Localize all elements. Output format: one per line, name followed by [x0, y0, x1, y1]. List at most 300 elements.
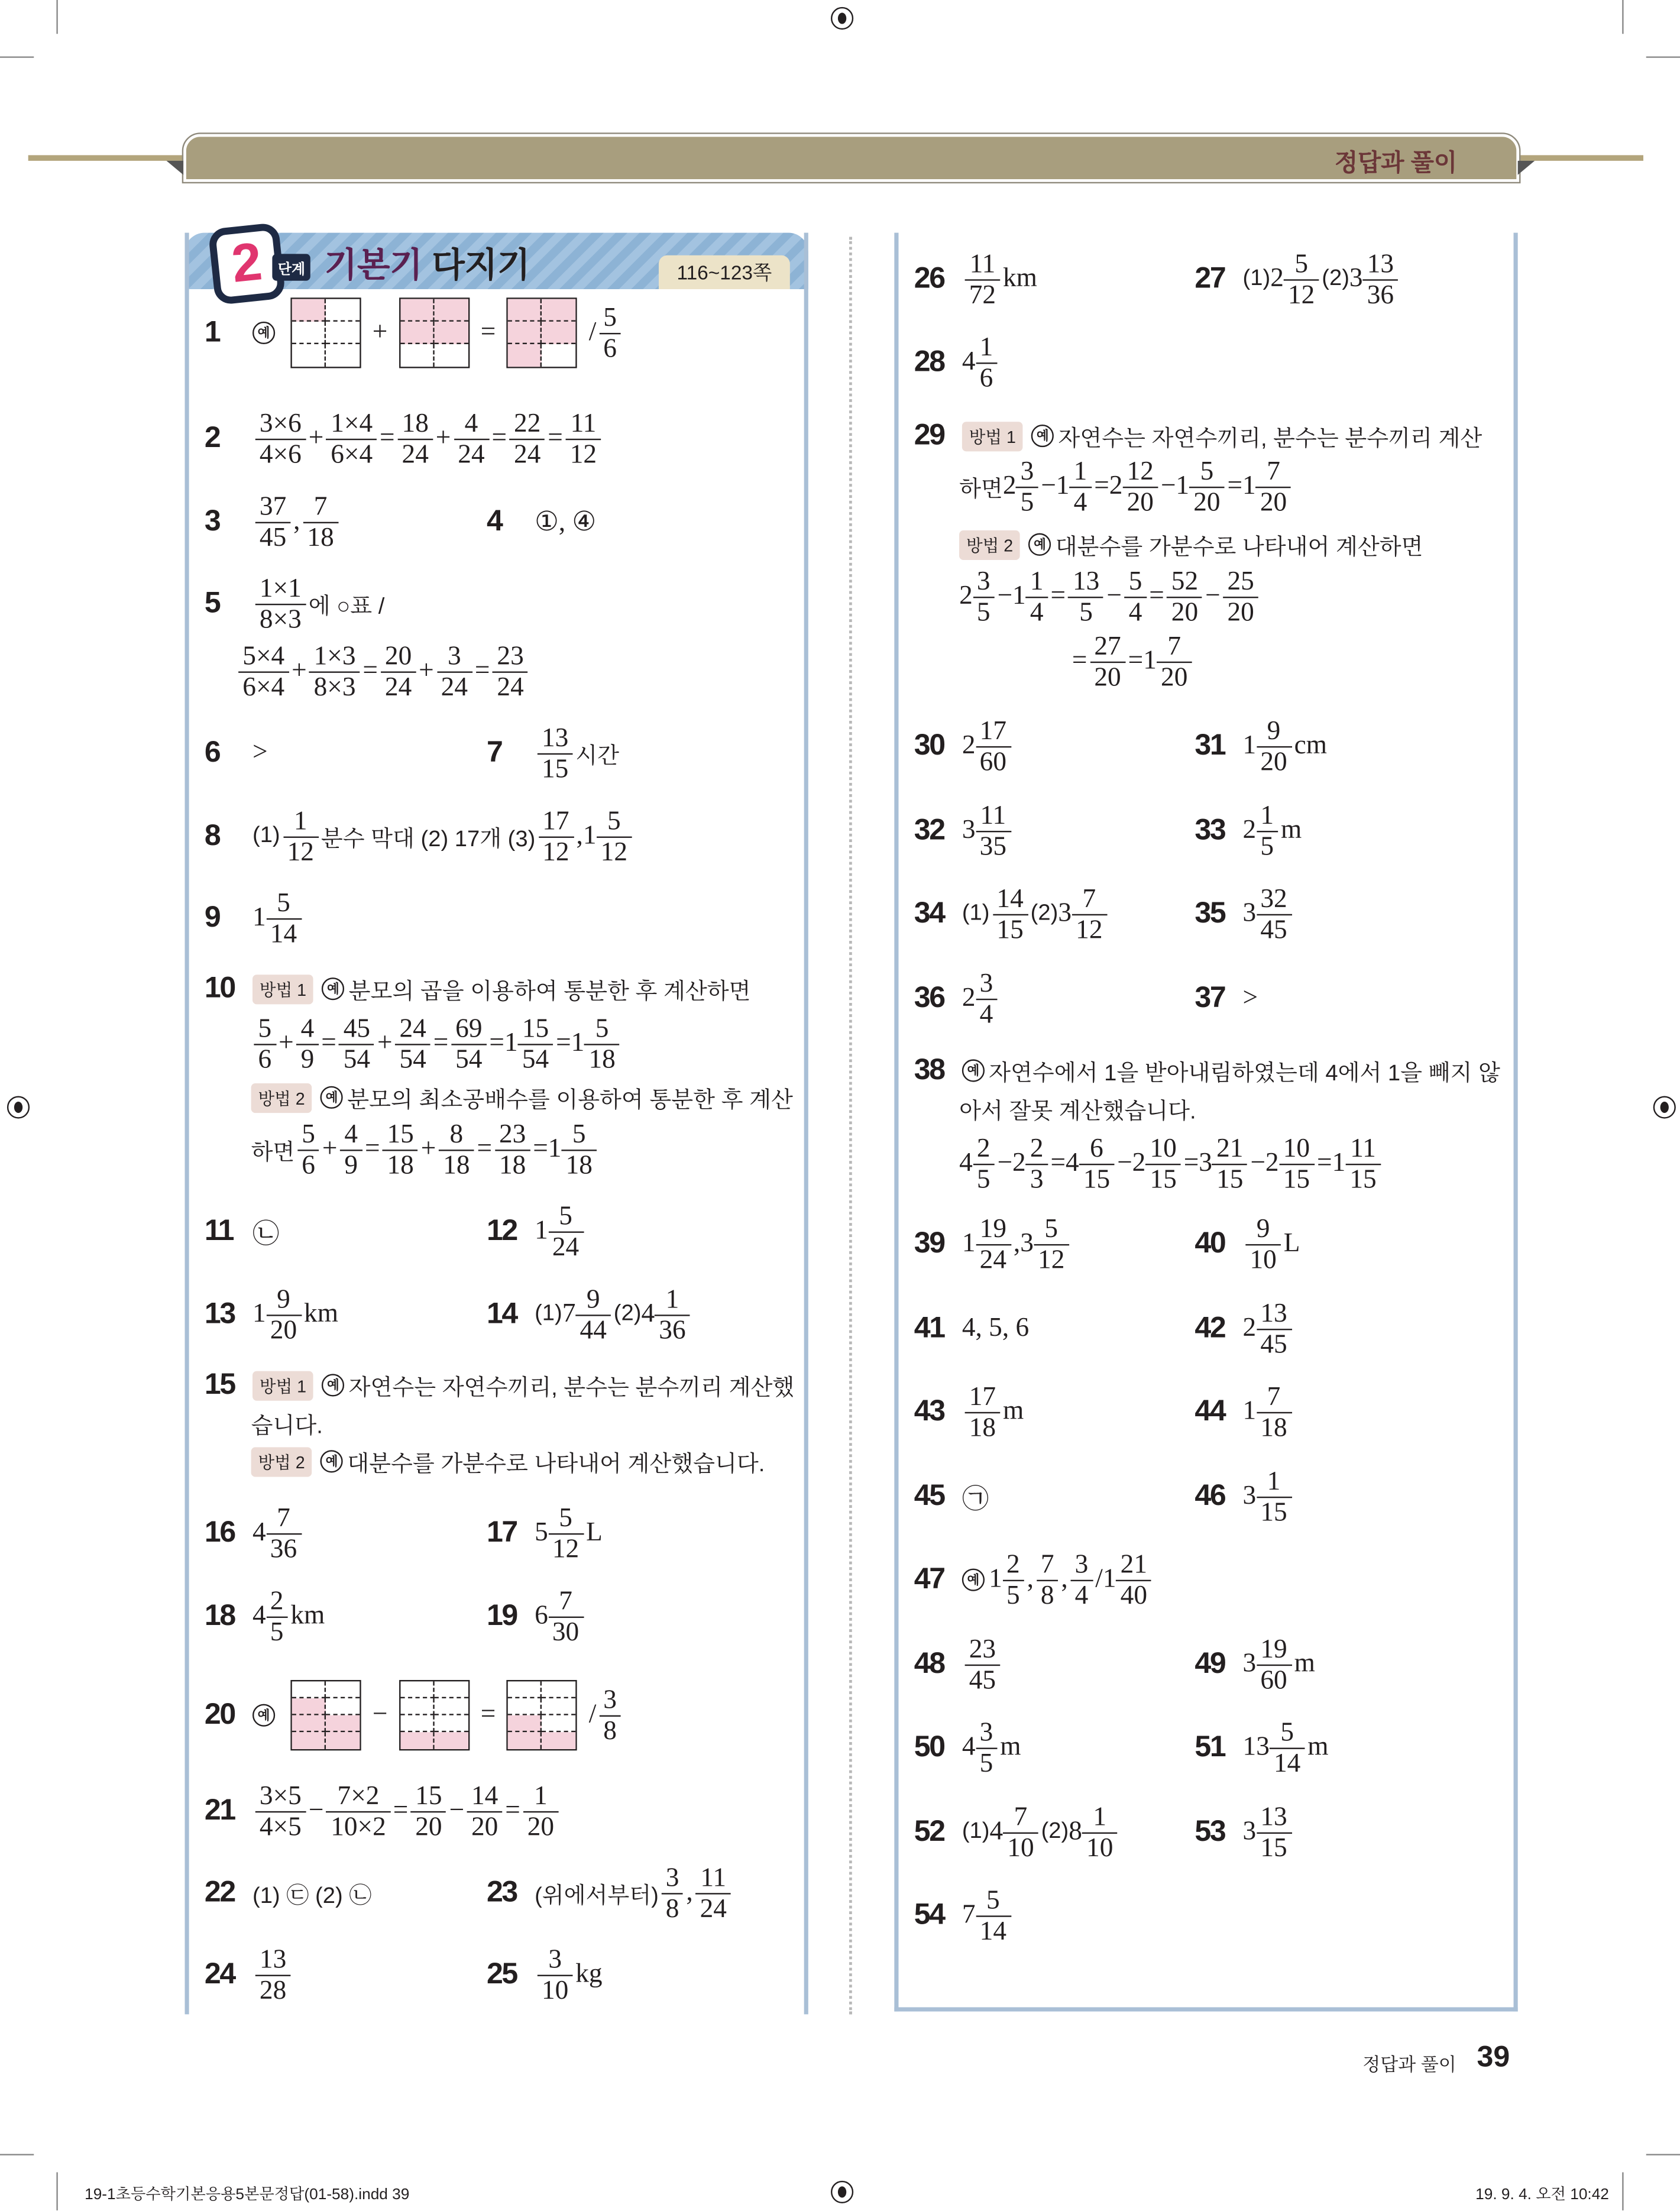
- denominator: 36: [1363, 279, 1399, 308]
- answer-text: 분수 막대 (2) 17개 (3): [321, 827, 536, 852]
- numerator: 7: [1040, 1549, 1054, 1579]
- answer-text: =: [477, 1134, 493, 1164]
- fraction: [1037, 1551, 1059, 1609]
- question-number: 32: [914, 814, 944, 847]
- fraction: [695, 1864, 731, 1922]
- answer-text: km: [1003, 264, 1037, 294]
- numerator: 1: [1073, 456, 1087, 486]
- grid-cell: [434, 1715, 468, 1733]
- denominator: 8: [662, 1892, 684, 1922]
- whole-number: 1: [989, 1564, 1002, 1594]
- numerator: 3×6: [259, 408, 302, 438]
- numerator: 10: [1150, 1133, 1177, 1163]
- fraction: [495, 1121, 530, 1179]
- example-mark-icon: 예: [962, 1059, 985, 1082]
- fraction: [976, 717, 1011, 775]
- numerator: 37: [259, 491, 287, 522]
- footer-page-label: 정답과 풀이: [1362, 2054, 1456, 2075]
- question-number: 54: [914, 1898, 944, 1931]
- example-mark-icon: 예: [253, 1704, 275, 1727]
- example-mark-icon: 예: [321, 1086, 343, 1109]
- denominator: 24: [695, 1892, 731, 1922]
- answer-item-47: [914, 1546, 1154, 1613]
- whole-number: 2: [959, 581, 973, 611]
- question-number: 52: [914, 1815, 944, 1848]
- denominator: 8: [599, 1714, 621, 1744]
- numerator: 13: [259, 1944, 287, 1974]
- question-number: 9: [204, 901, 220, 934]
- answer-text: 자연수에서 1을 받아내림하였는데 4에서 1을 빼지 않: [989, 1061, 1500, 1086]
- numerator: 3: [976, 566, 990, 596]
- numerator: 9: [586, 1284, 600, 1315]
- answer-text: =: [393, 1795, 409, 1825]
- answer-item-15-line-3: [251, 1427, 765, 1495]
- answer-text: /: [1095, 1564, 1103, 1594]
- answer-text: −: [1041, 471, 1056, 501]
- numerator: 14: [471, 1781, 499, 1811]
- fraction: [266, 1286, 302, 1344]
- denominator: 15: [1279, 1163, 1315, 1193]
- denominator: 45: [965, 1664, 1001, 1694]
- fraction: [297, 1121, 319, 1179]
- denominator: 20: [523, 1811, 559, 1840]
- denominator: 20: [1223, 596, 1258, 626]
- fraction: [965, 250, 1001, 308]
- answer-item-54: [914, 1882, 1014, 1949]
- tab-corner: [1518, 161, 1535, 175]
- numerator: 45: [343, 1013, 371, 1044]
- fraction-grid-picture: [507, 297, 577, 368]
- fraction: [326, 410, 377, 468]
- fraction: [437, 643, 472, 701]
- denominator: 12: [1284, 279, 1319, 308]
- answer-text: +: [279, 1028, 294, 1058]
- fraction: [1256, 1804, 1291, 1862]
- fraction: [523, 1782, 559, 1840]
- fraction: [973, 568, 995, 626]
- header-tab: [183, 134, 1519, 182]
- whole-number: 8: [1069, 1817, 1082, 1847]
- answer-text: −: [308, 1795, 324, 1825]
- question-number: 45: [914, 1480, 944, 1513]
- answer-text: =: [480, 317, 496, 347]
- numerator: 32: [1260, 883, 1287, 914]
- numerator: 23: [969, 1634, 996, 1664]
- step-title: [325, 237, 530, 286]
- numerator: 5: [1294, 249, 1309, 279]
- denominator: 6×4: [326, 438, 377, 468]
- denominator: 5: [1256, 830, 1278, 860]
- numerator: 15: [387, 1119, 414, 1149]
- grid-cell: [292, 1698, 326, 1715]
- fraction: [255, 1946, 291, 2004]
- denominator: 9: [296, 1043, 318, 1073]
- grid-cell: [542, 1698, 576, 1715]
- answer-text: km: [290, 1601, 325, 1631]
- crop-mark: [1646, 2154, 1680, 2155]
- question-number: 14: [486, 1297, 517, 1331]
- grid-cell: [434, 1732, 468, 1749]
- fraction: [1256, 1468, 1291, 1526]
- question-number: 15: [204, 1368, 235, 1401]
- numerator: 10: [1283, 1133, 1310, 1163]
- numerator: 17: [542, 806, 569, 836]
- method-badge: 방법 2: [959, 530, 1020, 559]
- fraction: [1279, 1135, 1315, 1193]
- whole-number: 4: [252, 1517, 266, 1548]
- question-number: 42: [1195, 1312, 1225, 1345]
- whole-number: 4: [252, 1601, 266, 1631]
- question-number: 31: [1195, 729, 1225, 762]
- denominator: 20: [1090, 661, 1125, 691]
- question-number: 1: [204, 316, 220, 349]
- numerator: 5: [1128, 566, 1142, 596]
- question-number: 5: [204, 587, 220, 620]
- answer-text: =: [1094, 471, 1109, 501]
- denominator: 24: [381, 671, 416, 700]
- whole-number: 2: [1109, 471, 1123, 501]
- answer-text: +: [322, 1134, 338, 1164]
- grid-cell: [326, 344, 360, 367]
- fraction: [1256, 1300, 1291, 1358]
- answer-item-43: [914, 1378, 1024, 1446]
- fraction: [1090, 633, 1125, 691]
- fraction: [548, 1203, 584, 1261]
- whole-number: 1: [1332, 1148, 1346, 1178]
- answer-item-11: [205, 1197, 279, 1265]
- answer-item-25: [487, 1941, 603, 2008]
- question-number: 3: [204, 504, 220, 538]
- answer-text: 하면: [959, 477, 1003, 502]
- numerator: 21: [1120, 1549, 1148, 1579]
- denominator: 12: [283, 836, 318, 865]
- question-number: 13: [204, 1297, 235, 1331]
- denominator: 5: [973, 596, 995, 626]
- whole-number: 1: [548, 1134, 562, 1164]
- fraction: [1034, 1215, 1069, 1273]
- fraction: [976, 970, 998, 1028]
- answer-text: (2): [613, 1302, 642, 1326]
- denominator: 24: [493, 671, 528, 700]
- answer-text: −: [1106, 581, 1122, 611]
- fraction: [309, 643, 360, 701]
- whole-number: 1: [962, 1228, 976, 1258]
- answer-text: ㉡: [252, 1219, 280, 1249]
- question-number: 50: [914, 1730, 944, 1763]
- whole-number: 4: [1066, 1148, 1079, 1178]
- example-mark-icon: 예: [253, 322, 275, 344]
- denominator: 15: [1079, 1163, 1115, 1193]
- answer-text: =: [364, 1134, 380, 1164]
- whole-number: 2: [1012, 1148, 1026, 1178]
- step-label: 단계: [272, 254, 310, 280]
- fraction: [1345, 1135, 1381, 1193]
- denominator: 20: [411, 1811, 446, 1840]
- whole-number: 7: [962, 1900, 976, 1930]
- denominator: 4: [1069, 486, 1091, 516]
- fraction: [662, 1864, 684, 1922]
- denominator: 4: [1026, 596, 1048, 626]
- answer-item-19: [487, 1582, 586, 1650]
- fraction: [1003, 1804, 1038, 1862]
- grid-cell: [292, 299, 326, 322]
- answer-text: =: [489, 1028, 505, 1058]
- grid-cell: [509, 1732, 542, 1749]
- example-mark-icon: 예: [1031, 425, 1054, 447]
- answer-text: =: [1227, 471, 1243, 501]
- denominator: 72: [965, 279, 1001, 308]
- fraction: [992, 885, 1028, 943]
- fraction: [548, 1588, 584, 1646]
- answer-text: (1): [1242, 266, 1271, 291]
- numerator: 9: [1256, 1213, 1270, 1244]
- fraction: [1223, 568, 1258, 626]
- answer-text: km: [304, 1299, 338, 1329]
- title-part-b: 다지기: [432, 247, 530, 285]
- registration-mark-icon: [831, 2181, 853, 2203]
- question-number: 44: [1195, 1395, 1225, 1428]
- numerator: 9: [1267, 716, 1281, 746]
- numerator: 7: [277, 1503, 290, 1533]
- fraction: [340, 1121, 362, 1179]
- fraction: [976, 802, 1011, 860]
- question-number: 46: [1195, 1480, 1225, 1513]
- question-number: 53: [1195, 1815, 1225, 1848]
- numerator: 1×1: [259, 573, 302, 603]
- answer-item-44: [1195, 1378, 1294, 1446]
- fraction: [1122, 458, 1158, 516]
- numerator: 5: [572, 1119, 586, 1149]
- question-number: 24: [204, 1957, 235, 1990]
- fraction: [976, 334, 998, 391]
- whole-number: 1: [582, 821, 597, 851]
- denominator: 18: [303, 521, 338, 551]
- numerator: 19: [979, 1213, 1006, 1244]
- question-number: 2: [204, 422, 220, 455]
- denominator: 4: [1071, 1579, 1093, 1608]
- answer-item-1: [205, 299, 624, 367]
- numerator: 5: [277, 888, 290, 918]
- answer-text: +: [377, 1028, 393, 1058]
- question-number: 37: [1195, 982, 1225, 1015]
- numerator: 1×4: [331, 408, 373, 438]
- question-number: 38: [914, 1053, 944, 1086]
- numerator: 1: [1260, 800, 1274, 830]
- denominator: 54: [395, 1043, 430, 1073]
- answer-text: ,: [686, 1877, 693, 1908]
- whole-number: 2: [1265, 1148, 1279, 1178]
- fraction: [1256, 802, 1278, 860]
- denominator: 5: [1069, 596, 1104, 626]
- fraction: [1270, 1719, 1305, 1777]
- denominator: 54: [451, 1043, 487, 1073]
- answer-text: =: [1050, 581, 1066, 611]
- denominator: 15: [538, 753, 573, 782]
- numerator: 13: [1367, 249, 1394, 279]
- answer-text: ①, ④: [535, 507, 597, 537]
- numerator: 3: [1020, 456, 1034, 486]
- denominator: 20: [1256, 486, 1291, 516]
- grid-cell: [326, 1732, 360, 1749]
- denominator: 15: [1256, 1831, 1291, 1861]
- numerator: 2: [1006, 1549, 1020, 1579]
- denominator: 24: [437, 671, 472, 700]
- fraction: [238, 643, 289, 701]
- fraction: [1116, 1551, 1152, 1609]
- answer-item-9: [205, 885, 304, 952]
- whole-number: 3: [1349, 264, 1363, 294]
- grid-cell: [292, 1681, 326, 1698]
- numerator: 8: [449, 1119, 464, 1149]
- answer-item-48: [914, 1631, 1003, 1698]
- denominator: 18: [584, 1043, 620, 1073]
- print-timestamp: 19. 9. 4. 오전 10:42: [1475, 2186, 1609, 2203]
- fraction: [255, 1782, 306, 1840]
- whole-number: 2: [962, 983, 976, 1013]
- whole-number: 3: [1242, 1481, 1257, 1511]
- answer-text: −: [997, 1148, 1013, 1178]
- whole-number: 1: [252, 902, 266, 933]
- whole-number: 1: [535, 1216, 548, 1246]
- answer-text: (2): [1041, 1820, 1069, 1844]
- answer-text: (1) ㉢ (2) ㉡: [252, 1883, 372, 1908]
- answer-text: =: [1072, 646, 1087, 676]
- whole-number: 2: [1242, 1313, 1257, 1343]
- denominator: 15: [1212, 1163, 1248, 1193]
- whole-number: 1: [1056, 471, 1070, 501]
- answer-text: /: [588, 317, 597, 347]
- crop-mark: [56, 2173, 57, 2210]
- denominator: 6: [976, 362, 998, 391]
- answer-text: =: [505, 1795, 520, 1825]
- registration-mark-icon: [1653, 1096, 1676, 1118]
- denominator: 5: [973, 1163, 995, 1193]
- answer-text: >: [252, 737, 268, 768]
- answer-text: m: [1003, 1396, 1024, 1426]
- whole-number: 13: [1242, 1732, 1270, 1762]
- fraction: [266, 1588, 288, 1646]
- answer-text: −: [449, 1795, 465, 1825]
- answer-text: ,: [1027, 1564, 1034, 1594]
- fraction-grid-picture: [399, 297, 469, 368]
- answer-text: (2): [1322, 266, 1349, 291]
- numerator: 1: [979, 332, 993, 362]
- answer-text: m: [1280, 815, 1302, 845]
- denominator: 10: [1082, 1831, 1118, 1861]
- question-number: 6: [204, 736, 220, 769]
- denominator: 8: [1037, 1579, 1059, 1608]
- answer-item-37: [1195, 965, 1258, 1032]
- crop-mark: [0, 56, 34, 57]
- question-number: 21: [204, 1794, 235, 1827]
- numerator: 24: [399, 1013, 426, 1044]
- answer-text: ,: [576, 821, 583, 851]
- answer-item-46: [1195, 1463, 1294, 1530]
- numerator: 3×5: [259, 1781, 302, 1811]
- title-part-a: 기본기: [324, 247, 423, 285]
- numerator: 18: [402, 408, 429, 438]
- denominator: 10: [538, 1974, 573, 2003]
- answer-text: ,: [293, 506, 300, 536]
- question-number: 10: [204, 972, 235, 1005]
- question-number: 47: [914, 1563, 944, 1595]
- numerator: 11: [969, 249, 996, 279]
- answer-item-8: [205, 802, 635, 870]
- numerator: 13: [541, 723, 569, 753]
- grid-cell: [326, 1698, 360, 1715]
- column-divider: [849, 237, 852, 2015]
- page-number: 39: [1477, 2041, 1510, 2074]
- numerator: 6: [1090, 1133, 1103, 1163]
- whole-number: 2: [1132, 1148, 1146, 1178]
- fraction: [266, 889, 302, 947]
- fraction: [255, 410, 306, 468]
- denominator: 4: [1125, 596, 1147, 626]
- answer-item-10-line-4: [251, 1116, 600, 1183]
- registration-mark-icon: [7, 1096, 30, 1118]
- whole-number: 2: [1002, 471, 1017, 501]
- method-badge: 방법 2: [251, 1083, 312, 1112]
- fraction: [1082, 1804, 1118, 1862]
- numerator: 27: [1094, 631, 1121, 661]
- answer-item-33: [1195, 797, 1302, 865]
- numerator: 23: [499, 1119, 526, 1149]
- fraction: [1256, 458, 1291, 516]
- fraction: [454, 410, 489, 468]
- fraction: [1145, 1135, 1181, 1193]
- example-mark-icon: 예: [322, 1374, 344, 1396]
- fraction: [326, 1782, 390, 1840]
- denominator: 24: [397, 438, 433, 468]
- numerator: 13: [1260, 1802, 1287, 1832]
- fraction: [1256, 1636, 1291, 1694]
- fraction: [1167, 568, 1203, 626]
- answer-item-42: [1195, 1295, 1294, 1362]
- numerator: 19: [1260, 1634, 1287, 1664]
- answer-item-27: [1195, 245, 1401, 313]
- grid-cell: [326, 1715, 360, 1733]
- answer-item-39: [914, 1210, 1072, 1278]
- answer-text: (2): [1030, 901, 1059, 925]
- answer-text: ㉠: [962, 1484, 989, 1514]
- numerator: 7: [559, 1586, 572, 1616]
- question-number: 8: [204, 819, 220, 852]
- denominator: 8×3: [255, 603, 306, 633]
- answer-text: =: [433, 1028, 449, 1058]
- answer-text: cm: [1294, 730, 1327, 760]
- fraction: [976, 1215, 1011, 1273]
- whole-number: 1: [1176, 471, 1190, 501]
- answer-item-30: [914, 713, 1014, 780]
- denominator: 4: [976, 998, 998, 1028]
- answer-text: =: [1183, 1148, 1199, 1178]
- numerator: 4: [464, 408, 478, 438]
- grid-cell: [434, 299, 468, 322]
- answer-text: =: [480, 1699, 496, 1730]
- answer-item-12: [487, 1197, 586, 1265]
- denominator: 8×3: [309, 671, 360, 700]
- numerator: 1: [1093, 1802, 1107, 1832]
- numerator: 2: [1030, 1133, 1044, 1163]
- grid-cell: [326, 322, 360, 344]
- whole-number: 5: [535, 1517, 548, 1548]
- answer-text: 자연수는 자연수끼리, 분수는 분수끼리 계산했: [348, 1375, 795, 1400]
- denominator: 6×4: [238, 671, 289, 700]
- whole-number: 3: [1058, 898, 1072, 928]
- denominator: 20: [266, 1314, 302, 1344]
- answer-text: (1): [252, 824, 280, 848]
- denominator: 18: [439, 1149, 474, 1179]
